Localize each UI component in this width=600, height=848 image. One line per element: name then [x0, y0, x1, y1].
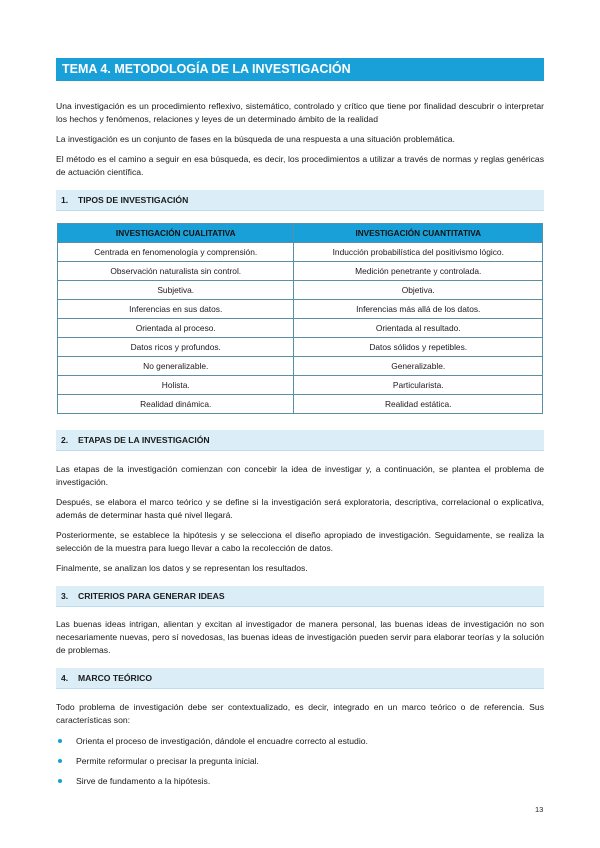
table-cell: Realidad dinámica. [58, 395, 294, 414]
chapter-title: TEMA 4. METODOLOGÍA DE LA INVESTIGACIÓN [56, 58, 544, 81]
list-item: Orienta el proceso de investigación, dándole el encuadre correcto al estudio. [56, 735, 544, 748]
etapas-paragraph: Después, se elabora el marco teórico y se define si la investigación será exploratoria, descriptiva, correlacional o explicativa, además de determinar hasta qué nivel llegará. [56, 497, 544, 520]
table-cell: Inducción probabilística del positivismo lógico. [294, 243, 543, 262]
intro-paragraph: Una investigación es un procedimiento reflexivo, sistemático, controlado y crítico que tiene por finalidad descubrir o interpretar los hechos y fenómenos, relaciones y leyes de un determinado ámbito de la realidad [56, 101, 544, 124]
table-row [58, 262, 543, 281]
document-page [56, 58, 544, 795]
intro-paragraph: El método es el camino a seguir en esa búsqueda, es decir, los procedimientos a utilizar a través de normas y reglas genéricas de actuación científica. [56, 154, 544, 177]
page-number: 13 [535, 805, 544, 814]
table-row [58, 376, 543, 395]
list-item: Permite reformular o precisar la pregunta inicial. [56, 755, 544, 768]
section-heading-marco: 4. MARCO TEÓRICO [56, 668, 544, 689]
section-heading-criterios: 3. CRITERIOS PARA GENERAR IDEAS [56, 586, 544, 607]
table-cell: Objetiva. [294, 281, 543, 300]
criterios-paragraph: Las buenas ideas intrigan, alientan y excitan al investigador de manera personal, las buenas ideas de investigación no son necesariamente nuevas, pero sí novedosas, las buenas ideas de investigación pueden servir para elaborar teorías y la solución de problemas. [56, 619, 544, 655]
table-cell: Particularista. [294, 376, 543, 395]
marco-bullet-list [56, 735, 544, 788]
list-item: Sirve de fundamento a la hipótesis. [56, 775, 544, 788]
table-cell: Centrada en fenomenología y comprensión. [58, 243, 294, 262]
table-row [58, 243, 543, 262]
table-cell: Subjetiva. [58, 281, 294, 300]
table-cell: Orientada al resultado. [294, 319, 543, 338]
table-row [58, 357, 543, 376]
table-cell: No generalizable. [58, 357, 294, 376]
table-header: INVESTIGACIÓN CUANTITATIVA [294, 224, 543, 243]
section-heading-tipos: 1. TIPOS DE INVESTIGACIÓN [56, 190, 544, 211]
marco-paragraph: Todo problema de investigación debe ser contextualizado, es decir, integrado en un marco teórico o de referencia. Sus características son: [56, 702, 544, 725]
table-cell: Medición penetrante y controlada. [294, 262, 543, 281]
table-cell: Generalizable. [294, 357, 543, 376]
table-header: INVESTIGACIÓN CUALITATIVA [58, 224, 294, 243]
table-cell: Inferencias en sus datos. [58, 300, 294, 319]
table-cell: Observación naturalista sin control. [58, 262, 294, 281]
intro-paragraph: La investigación es un conjunto de fases en la búsqueda de una respuesta a una situación problemática. [56, 134, 455, 144]
table-cell: Datos sólidos y repetibles. [294, 338, 543, 357]
bullet-icon [58, 759, 62, 763]
table-cell: Holista. [58, 376, 294, 395]
table-cell: Inferencias más allá de los datos. [294, 300, 543, 319]
bullet-icon [58, 779, 62, 783]
table-row [58, 300, 543, 319]
table-row [58, 395, 543, 414]
research-types-table [57, 223, 543, 414]
etapas-paragraph: Las etapas de la investigación comienzan con concebir la idea de investigar y, a continuación, se plantea el problema de investigación. [56, 464, 544, 487]
bullet-icon [58, 739, 62, 743]
table-cell: Datos ricos y profundos. [58, 338, 294, 357]
table-cell: Orientada al proceso. [58, 319, 294, 338]
etapas-paragraph: Finalmente, se analizan los datos y se representan los resultados. [56, 563, 308, 573]
table-row [58, 338, 543, 357]
etapas-paragraph: Posteriormente, se establece la hipótesis y se selecciona el diseño apropiado de investigación. Seguidamente, se realiza la selección de la muestra para luego llevar a cabo la recolección de datos. [56, 530, 544, 553]
table-row [58, 319, 543, 338]
section-heading-etapas: 2. ETAPAS DE LA INVESTIGACIÓN [56, 430, 544, 451]
table-row [58, 281, 543, 300]
table-cell: Realidad estática. [294, 395, 543, 414]
